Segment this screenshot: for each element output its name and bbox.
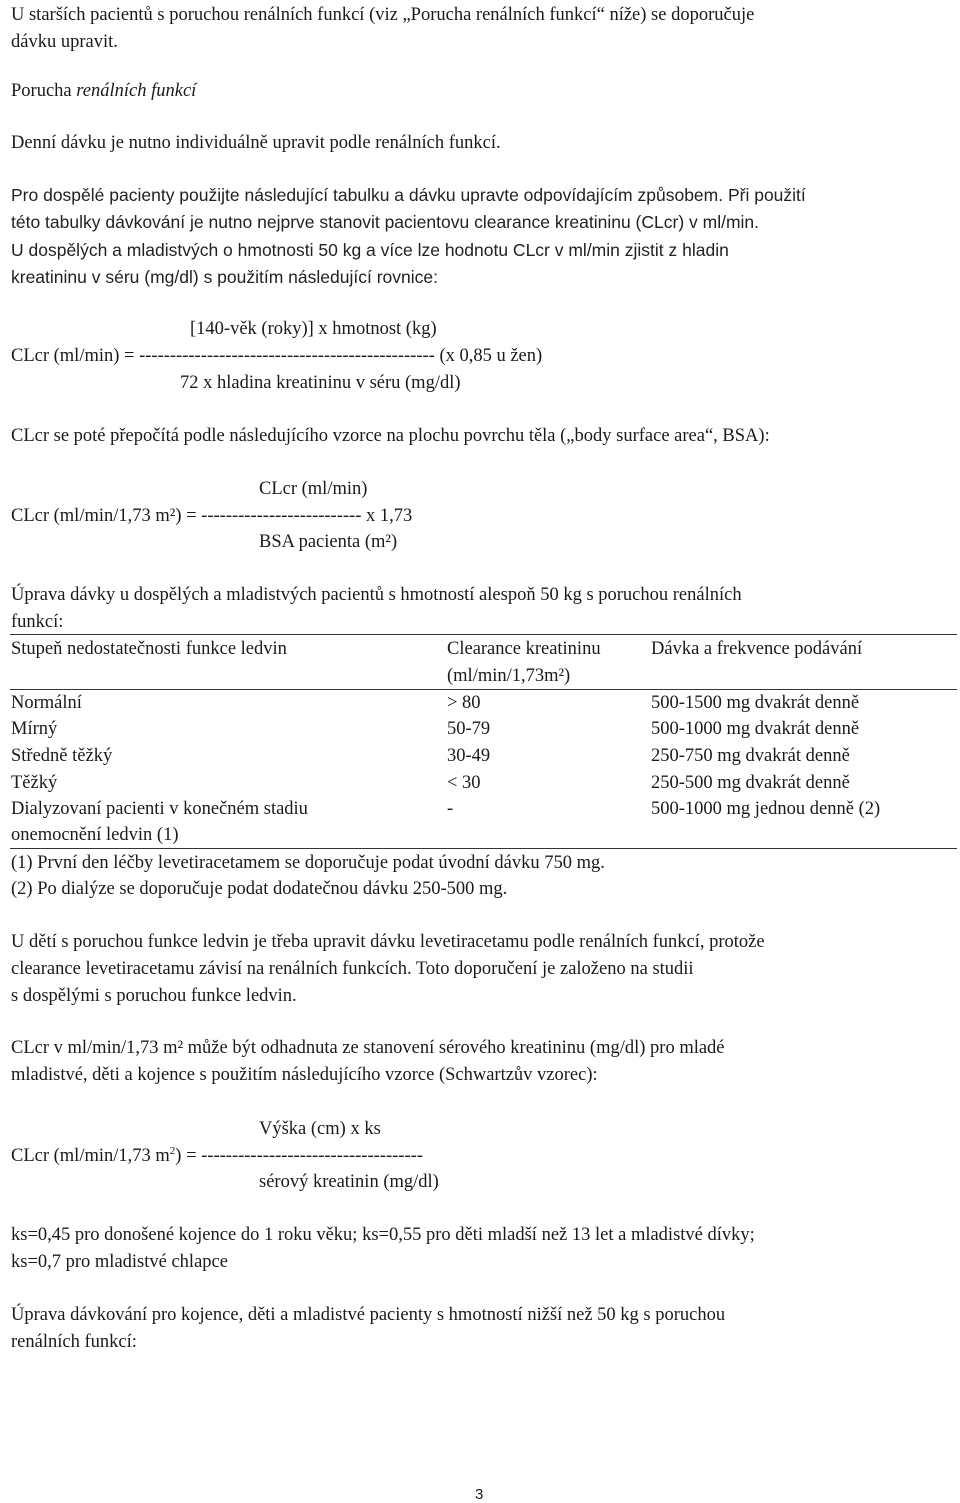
heading-word-1: Porucha <box>11 81 72 101</box>
formula1-numerator: [140-věk (roky)] x hmotnost (kg) <box>190 319 437 339</box>
heading-word-2: renálních funkcí <box>76 81 197 101</box>
row-clearance: < 30 <box>447 773 481 793</box>
table-footnote-1: (1) První den léčby levetiracetamem se doporučuje podat úvodní dávku 750 mg. <box>11 853 605 873</box>
formula2-lhs: CLcr (ml/min/1,73 m²) = <box>11 506 202 526</box>
formula1-denominator: 72 x hladina kreatininu v séru (mg/dl) <box>180 373 461 393</box>
formula3-lhs: CLcr (ml/min/1,73 m <box>11 1146 170 1167</box>
para7-line-1: Úprava dávkování pro kojence, děti a mladistvé pacienty s hmotností nižší než 50 kg s poruchou <box>11 1305 726 1325</box>
table-header-clearance-unit: (ml/min/1,73m²) <box>447 666 571 686</box>
section-heading <box>11 82 196 101</box>
formula2-line <box>11 507 412 526</box>
formula2-suffix: x 1,73 <box>361 506 413 526</box>
formula2-numerator: CLcr (ml/min) <box>259 479 368 499</box>
formula3-line <box>11 1146 423 1166</box>
row-dose: 500-1000 mg jednou denně (2) <box>651 799 881 819</box>
table-header-clearance: Clearance kreatininu <box>447 639 601 659</box>
formula1-fraction-bar: ------------------------------------------------ <box>139 346 435 366</box>
para-bsa: CLcr se poté přepočítá podle následujícího vzorce na plochu povrchu těla („body surface area“, BSA): <box>11 426 770 446</box>
table-caption-line-2: funkcí: <box>11 612 64 632</box>
para2-line-3: U dospělých a mladistvých o hmotnosti 50 kg a více lze hodnotu CLcr v ml/min zjistit z hladin <box>11 240 729 260</box>
para6-line-1: ks=0,45 pro donošené kojence do 1 roku věku; ks=0,55 pro děti mladší než 13 let a mladistvé dívky; <box>11 1225 755 1245</box>
table-header-stage: Stupeň nedostatečnosti funkce ledvin <box>11 639 287 659</box>
row-stage: Dialyzovaní pacienti v konečném stadiu <box>11 799 308 819</box>
row-dose: 250-750 mg dvakrát denně <box>651 746 850 766</box>
para6-line-2: ks=0,7 pro mladistvé chlapce <box>11 1252 228 1272</box>
formula3-numerator: Výška (cm) x ks <box>259 1119 381 1139</box>
para5-line-1: CLcr v ml/min/1,73 m² může být odhadnuta ze stanovení sérového kreatininu (mg/dl) pro mladé <box>11 1038 725 1058</box>
row-stage: Normální <box>11 693 82 713</box>
para4-line-1: U dětí s poruchou funkce ledvin je třeba upravit dávku levetiracetamu podle renálních funkcí, protože <box>11 932 765 952</box>
row-stage: Těžký <box>11 773 58 793</box>
formula2-fraction-bar: -------------------------- <box>201 506 362 526</box>
formula3-lhs-end: ) = <box>175 1146 202 1167</box>
para4-line-2: clearance levetiracetamu závisí na renálních funkcích. Toto doporučení je založeno na studii <box>11 959 694 979</box>
para2-line-1: Pro dospělé pacienty použijte následující tabulku a dávku upravte odpovídajícím způsobem. Při použití <box>11 185 806 205</box>
formula3-denominator: sérový kreatinin (mg/dl) <box>259 1172 439 1192</box>
table-top-rule <box>10 634 957 635</box>
intro-line-1: U starších pacientů s poruchou renálních funkcí (viz „Porucha renálních funkcí“ níže) se doporučuje <box>11 5 755 25</box>
para2-line-2: této tabulky dávkování je nutno nejprve stanovit pacientovu clearance kreatininu (CLcr) v ml/min. <box>11 212 760 232</box>
row-dose: 250-500 mg dvakrát denně <box>651 773 850 793</box>
formula3-superscript: 2 <box>169 1145 176 1157</box>
table-footnote-2: (2) Po dialýze se doporučuje podat dodatečnou dávku 250-500 mg. <box>11 879 508 899</box>
para-daily-dose: Denní dávku je nutno individuálně upravit podle renálních funkcí. <box>11 133 501 153</box>
row-clearance: 50-79 <box>447 719 491 739</box>
para4-line-3: s dospělými s poruchou funkce ledvin. <box>11 986 297 1006</box>
formula1-line <box>11 347 542 366</box>
formula3-fraction-bar: ------------------------------------ <box>201 1146 423 1167</box>
para5-line-2: mladistvé, děti a kojence s použitím následujícího vzorce (Schwartzův vzorec): <box>11 1065 598 1085</box>
formula1-lhs: CLcr (ml/min) = <box>11 346 140 366</box>
table-bottom-rule <box>10 848 957 849</box>
formula2-denominator: BSA pacienta (m²) <box>259 532 398 552</box>
row-dose: 500-1000 mg dvakrát denně <box>651 719 860 739</box>
table-header-rule <box>10 689 957 690</box>
intro-line-2: dávku upravit. <box>11 32 118 52</box>
formula1-suffix: (x 0,85 u žen) <box>434 346 543 366</box>
row-stage: Středně těžký <box>11 746 113 766</box>
para7-line-2: renálních funkcí: <box>11 1332 137 1352</box>
row-stage: Mírný <box>11 719 58 739</box>
page-number: 3 <box>475 1486 484 1503</box>
table-caption-line-1: Úprava dávky u dospělých a mladistvých pacientů s hmotností alespoň 50 kg s poruchou renálních <box>11 585 742 605</box>
row-clearance: 30-49 <box>447 746 491 766</box>
row-stage-line-2: onemocnění ledvin (1) <box>11 825 179 845</box>
row-clearance: - <box>447 799 454 819</box>
para2-line-4: kreatininu v séru (mg/dl) s použitím následující rovnice: <box>11 267 438 287</box>
row-dose: 500-1500 mg dvakrát denně <box>651 693 860 713</box>
row-clearance: > 80 <box>447 693 481 713</box>
table-header-dose: Dávka a frekvence podávání <box>651 639 863 659</box>
